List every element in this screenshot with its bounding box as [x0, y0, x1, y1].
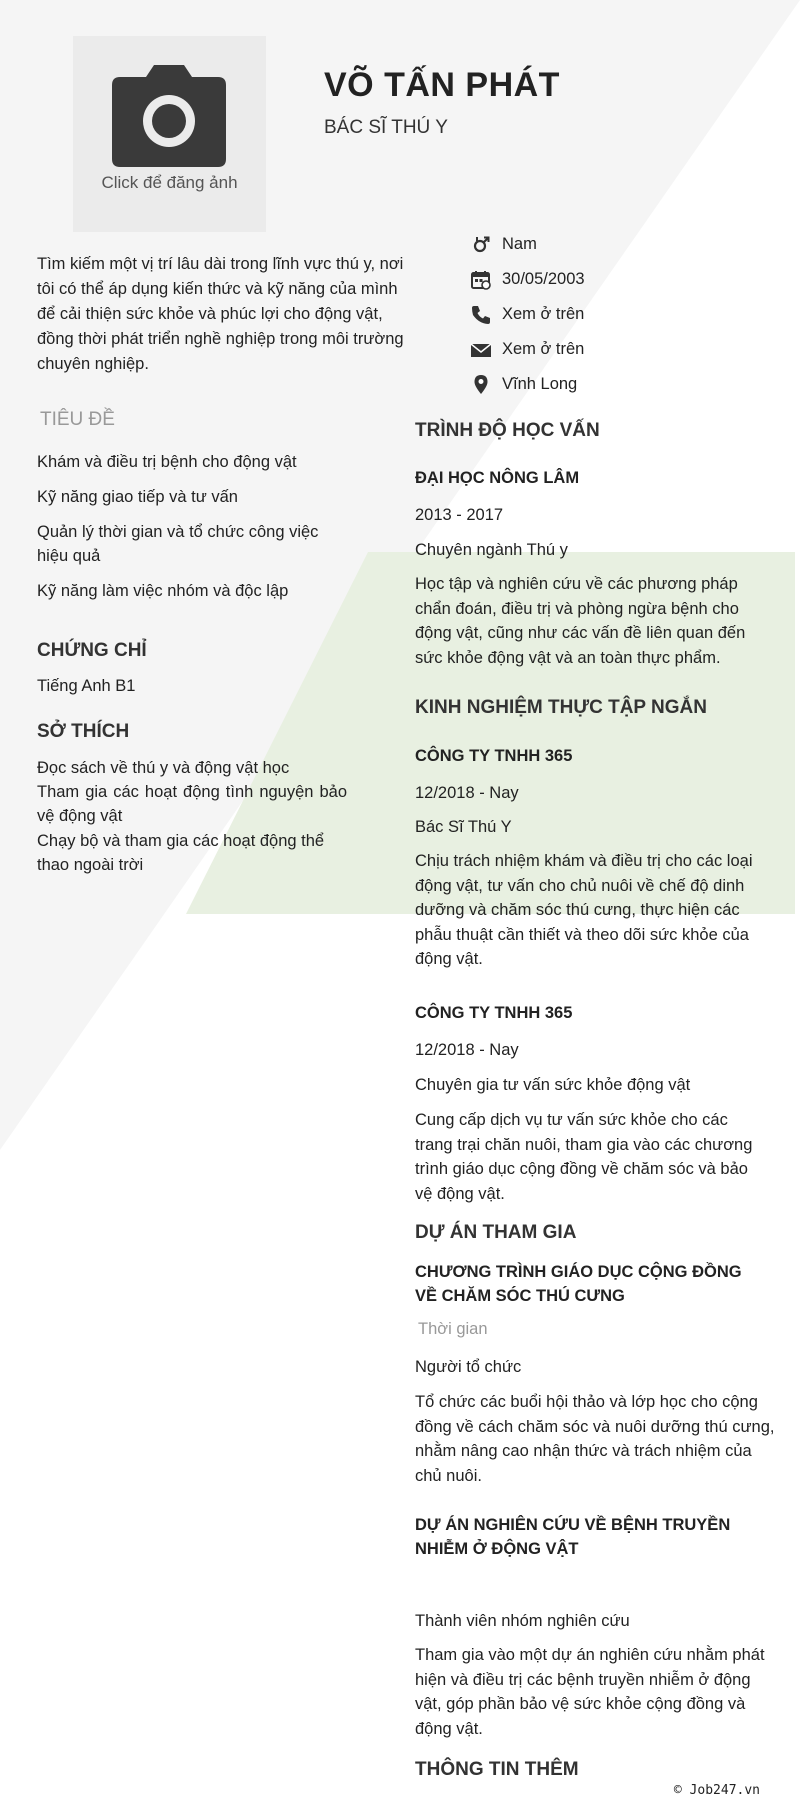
gender-value: Nam: [502, 235, 537, 253]
education-school: ĐẠI HỌC NÔNG LÂM: [415, 469, 580, 487]
experience-title: KINH NGHIỆM THỰC TẬP NGẮN: [415, 697, 707, 718]
project-role: Thành viên nhóm nghiên cứu: [415, 1612, 630, 1630]
contact-gender: [470, 230, 770, 265]
camera-icon: [110, 63, 228, 169]
project-description: Tham gia vào một dự án nghiên cứu nhằm phát hiện và điều trị các bệnh truyền nhiễm ở động vật, góp phần bảo vệ sức khỏe cộng đồng và động vật.: [415, 1646, 765, 1738]
experience-position: Chuyên gia tư vấn sức khỏe động vật: [415, 1076, 691, 1094]
phone-value: Xem ở trên: [502, 305, 585, 323]
email-value: Xem ở trên: [502, 340, 585, 358]
footer-watermark: © Job247.vn: [673, 1783, 760, 1798]
experience-position: Bác Sĩ Thú Y: [415, 818, 512, 836]
education-major: Chuyên ngành Thú y: [415, 541, 568, 559]
address-value: Vĩnh Long: [502, 375, 578, 393]
hobby-item: Chạy bộ và tham gia các hoạt động thể thao ngoài trời: [37, 832, 325, 874]
profile-photo-upload[interactable]: [73, 36, 266, 232]
experience-company: CÔNG TY TNHH 365: [415, 1004, 573, 1022]
career-objective: Tìm kiếm một vị trí lâu dài trong lĩnh vực thú y, nơi tôi có thể áp dụng kiến thức và kỹ năng của mình để cải thiện sức khỏe và phúc lợi cho động vật, đồng thời phát triển nghề nghiệp trong môi trường chuyên nghiệp.: [37, 255, 404, 373]
additional-info-title: THÔNG TIN THÊM: [415, 1759, 579, 1780]
skill-item: Quản lý thời gian và tổ chức công việc hiệu quả: [37, 523, 319, 565]
certificates-title: CHỨNG CHỈ: [37, 640, 147, 661]
skill-item: Kỹ năng làm việc nhóm và độc lập: [37, 582, 289, 600]
certificate-item: Tiếng Anh B1: [37, 677, 136, 695]
education-description: Học tập và nghiên cứu về các phương pháp chẩn đoán, điều trị và phòng ngừa bệnh cho động vật, cũng như các vấn đề liên quan đến sức khỏe động vật và an toàn thực phẩm.: [415, 575, 746, 667]
hobby-item: Tham gia các hoạt động tình nguyện bảo vệ động vật: [37, 783, 347, 825]
contact-info: [470, 230, 770, 405]
contact-address: [470, 370, 770, 405]
candidate-name: VÕ TẤN PHÁT: [324, 66, 560, 104]
contact-phone: [470, 300, 770, 335]
skill-item: Kỹ năng giao tiếp và tư vấn: [37, 488, 238, 506]
calendar-icon: [470, 269, 492, 291]
project-name: CHƯƠNG TRÌNH GIÁO DỤC CỘNG ĐỒNG VỀ CHĂM SÓC THÚ CƯNG: [415, 1263, 742, 1305]
experience-company: CÔNG TY TNHH 365: [415, 747, 573, 765]
education-period: 2013 - 2017: [415, 506, 504, 524]
skills-title: TIÊU ĐỀ: [40, 409, 115, 430]
gender-icon: [470, 234, 492, 256]
experience-period: 12/2018 - Nay: [415, 784, 519, 802]
hobbies-title: SỞ THÍCH: [37, 721, 130, 742]
contact-birthday: [470, 265, 770, 300]
contact-email: [470, 335, 770, 370]
project-time: Thời gian: [418, 1320, 488, 1338]
skill-item: Khám và điều trị bệnh cho động vật: [37, 453, 297, 471]
projects-title: DỰ ÁN THAM GIA: [415, 1222, 577, 1243]
photo-caption: Click để đăng ảnh: [101, 173, 238, 192]
candidate-job-title: BÁC SĨ THÚ Y: [324, 117, 448, 138]
hobby-item: Đọc sách về thú y và động vật học: [37, 759, 290, 777]
project-name: DỰ ÁN NGHIÊN CỨU VỀ BỆNH TRUYỀN NHIỄM Ở ĐỘNG VẬT: [415, 1516, 731, 1558]
location-icon: [470, 374, 492, 396]
experience-description: Chịu trách nhiệm khám và điều trị cho các loại động vật, tư vấn cho chủ nuôi về chế độ dinh dưỡng và chăm sóc thú cưng, thực hiện các phẫu thuật cần thiết và theo dõi sức khỏe của động vật.: [415, 852, 753, 968]
email-icon: [470, 339, 492, 361]
experience-description: Cung cấp dịch vụ tư vấn sức khỏe cho các trang trại chăn nuôi, tham gia vào các chương trình giáo dục cộng đồng về chăm sóc và bảo vệ động vật.: [415, 1111, 753, 1203]
education-title: TRÌNH ĐỘ HỌC VẤN: [415, 420, 600, 441]
birthday-value: 30/05/2003: [502, 270, 585, 288]
phone-icon: [470, 304, 492, 326]
project-description: Tổ chức các buổi hội thảo và lớp học cho cộng đồng về cách chăm sóc và nuôi dưỡng thú cưng, nhằm nâng cao nhận thức và trách nhiệm của chủ nuôi.: [415, 1393, 775, 1485]
project-role: Người tổ chức: [415, 1358, 522, 1376]
experience-period: 12/2018 - Nay: [415, 1041, 519, 1059]
